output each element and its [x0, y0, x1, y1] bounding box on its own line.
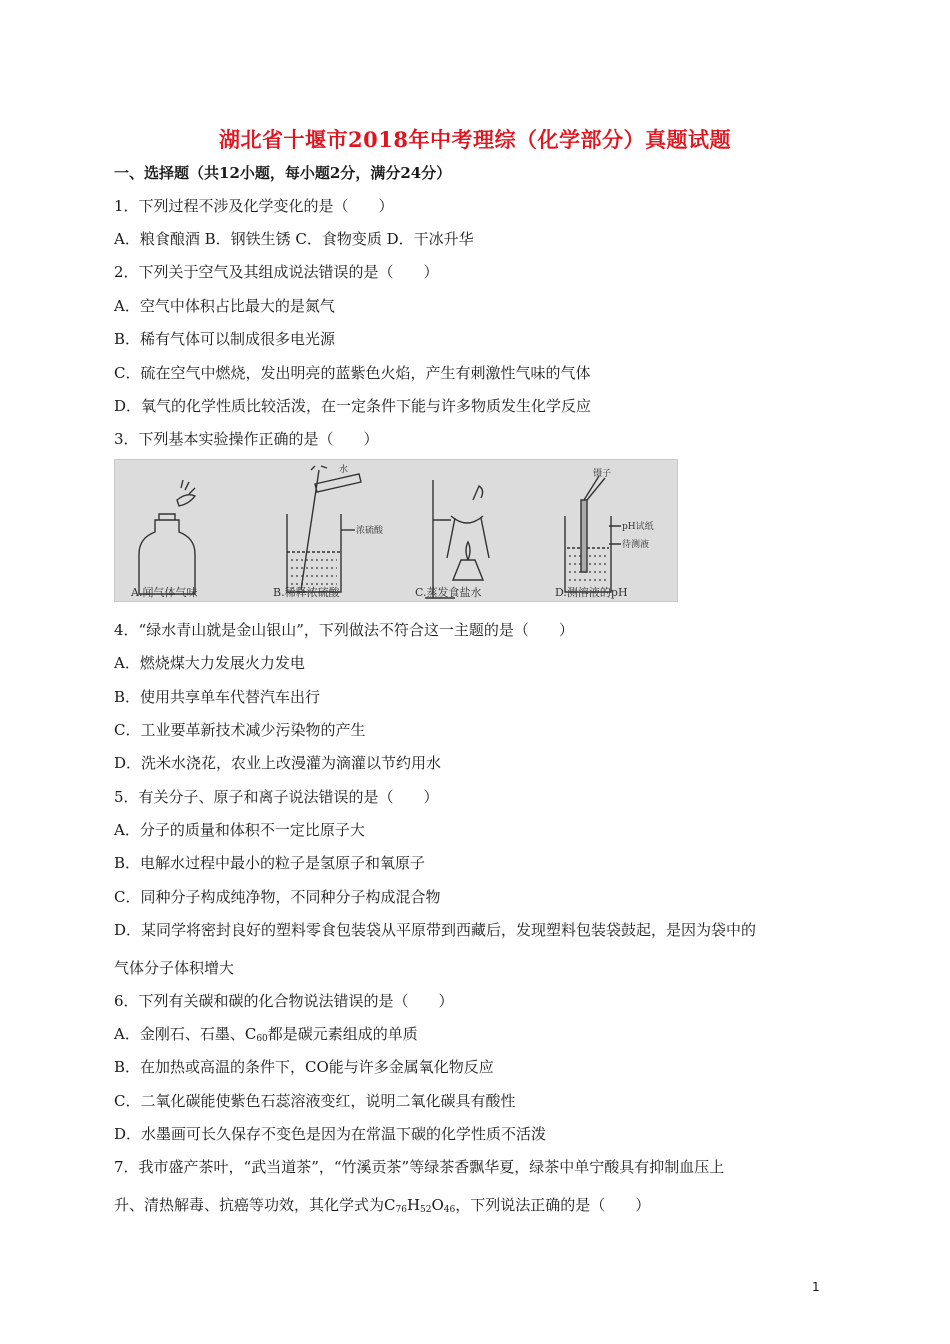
- question-7-line-2: 升、清热解毒、抗癌等功效，其化学式为$C_{76}H_{52}O_{46}$，下列说法正确的是（ ）: [114, 1196, 651, 1215]
- question-4-option-d: D．洗米水浇花，农业上改漫灌为滴灌以节约用水: [114, 754, 442, 772]
- question-4-option-b: B．使用共享单车代替汽车出行: [114, 688, 321, 706]
- question-6-option-d: D．水墨画可长久保存不变色是因为在常温下碳的化学性质不活泼: [114, 1125, 547, 1143]
- lab-operations-figure: [114, 459, 678, 602]
- figure-note-acid: 浓硫酸: [356, 526, 384, 536]
- question-5-option-d-line-2: 气体分子体积增大: [114, 959, 235, 977]
- section-heading: 一、选择题（共12小题，每小题2分，满分24分）: [114, 164, 452, 182]
- question-6: 6．下列有关碳和碳的化合物说法错误的是（ ）: [114, 992, 454, 1010]
- figure-note-paper: pH试纸: [622, 522, 654, 532]
- question-4: 4．“绿水青山就是金山银山”，下列做法不符合这一主题的是（ ）: [114, 621, 574, 639]
- question-7-line-1: 7．我市盛产茶叶，“武当道茶”，“竹溪贡茶”等绿茶香飘华夏，绿茶中单宁酸具有抑制血压上: [114, 1158, 725, 1176]
- question-2-option-d: D．氧气的化学性质比较活泼，在一定条件下能与许多物质发生化学反应: [114, 397, 592, 415]
- page-title: 湖北省十堰市2018年中考理综（化学部分）真题试题: [219, 127, 731, 152]
- question-1: 1．下列过程不涉及化学变化的是（ ）: [114, 197, 394, 215]
- figure-label-b: B.稀释浓硫酸: [273, 586, 340, 599]
- page-number: 1: [812, 1280, 820, 1294]
- question-6-option-a: A．金刚石、石墨、$C_{60}$都是碳元素组成的单质: [114, 1025, 418, 1044]
- question-2: 2．下列关于空气及其组成说法错误的是（ ）: [114, 263, 439, 281]
- figure-label-c: C.蒸发食盐水: [415, 586, 482, 599]
- question-3: 3．下列基本实验操作正确的是（ ）: [114, 430, 379, 448]
- question-6-option-b: B．在加热或高温的条件下，CO能与许多金属氧化物反应: [114, 1058, 494, 1076]
- question-5: 5．有关分子、原子和离子说法错误的是（ ）: [114, 788, 439, 806]
- figure-label-d: D.测溶液的pH: [555, 586, 628, 599]
- question-5-option-b: B．电解水过程中最小的粒子是氢原子和氧原子: [114, 854, 426, 872]
- figure-note-water: 水: [339, 465, 349, 475]
- question-4-option-c: C．工业要革新技术减少污染物的产生: [114, 721, 366, 739]
- question-6-option-c: C．二氧化碳能使紫色石蕊溶液变红，说明二氧化碳具有酸性: [114, 1092, 516, 1110]
- question-1-options: A．粮食酿酒 B．钢铁生锈 C．食物变质 D．干冰升华: [114, 230, 474, 248]
- figure-label-a: A.闻气体气味: [131, 586, 198, 599]
- lab-operations-drawing: [115, 460, 678, 602]
- question-5-option-a: A．分子的质量和体积不一定比原子大: [114, 821, 365, 839]
- figure-note-tweezer: 镊子: [593, 469, 612, 479]
- question-4-option-a: A．燃烧煤大力发展火力发电: [114, 654, 305, 672]
- question-5-option-d-line-1: D．某同学将密封良好的塑料零食包装袋从平原带到西藏后，发现塑料包装袋鼓起，是因为袋中的: [114, 921, 757, 939]
- question-5-option-c: C．同种分子构成纯净物，不同种分子构成混合物: [114, 888, 441, 906]
- question-2-option-b: B．稀有气体可以制成很多电光源: [114, 330, 336, 348]
- subscript-60: 60: [256, 1034, 268, 1044]
- question-2-option-a: A．空气中体积占比最大的是氮气: [114, 297, 335, 315]
- question-2-option-c: C．硫在空气中燃烧，发出明亮的蓝紫色火焰，产生有刺激性气味的气体: [114, 364, 591, 382]
- figure-note-solution: 待测液: [622, 540, 650, 550]
